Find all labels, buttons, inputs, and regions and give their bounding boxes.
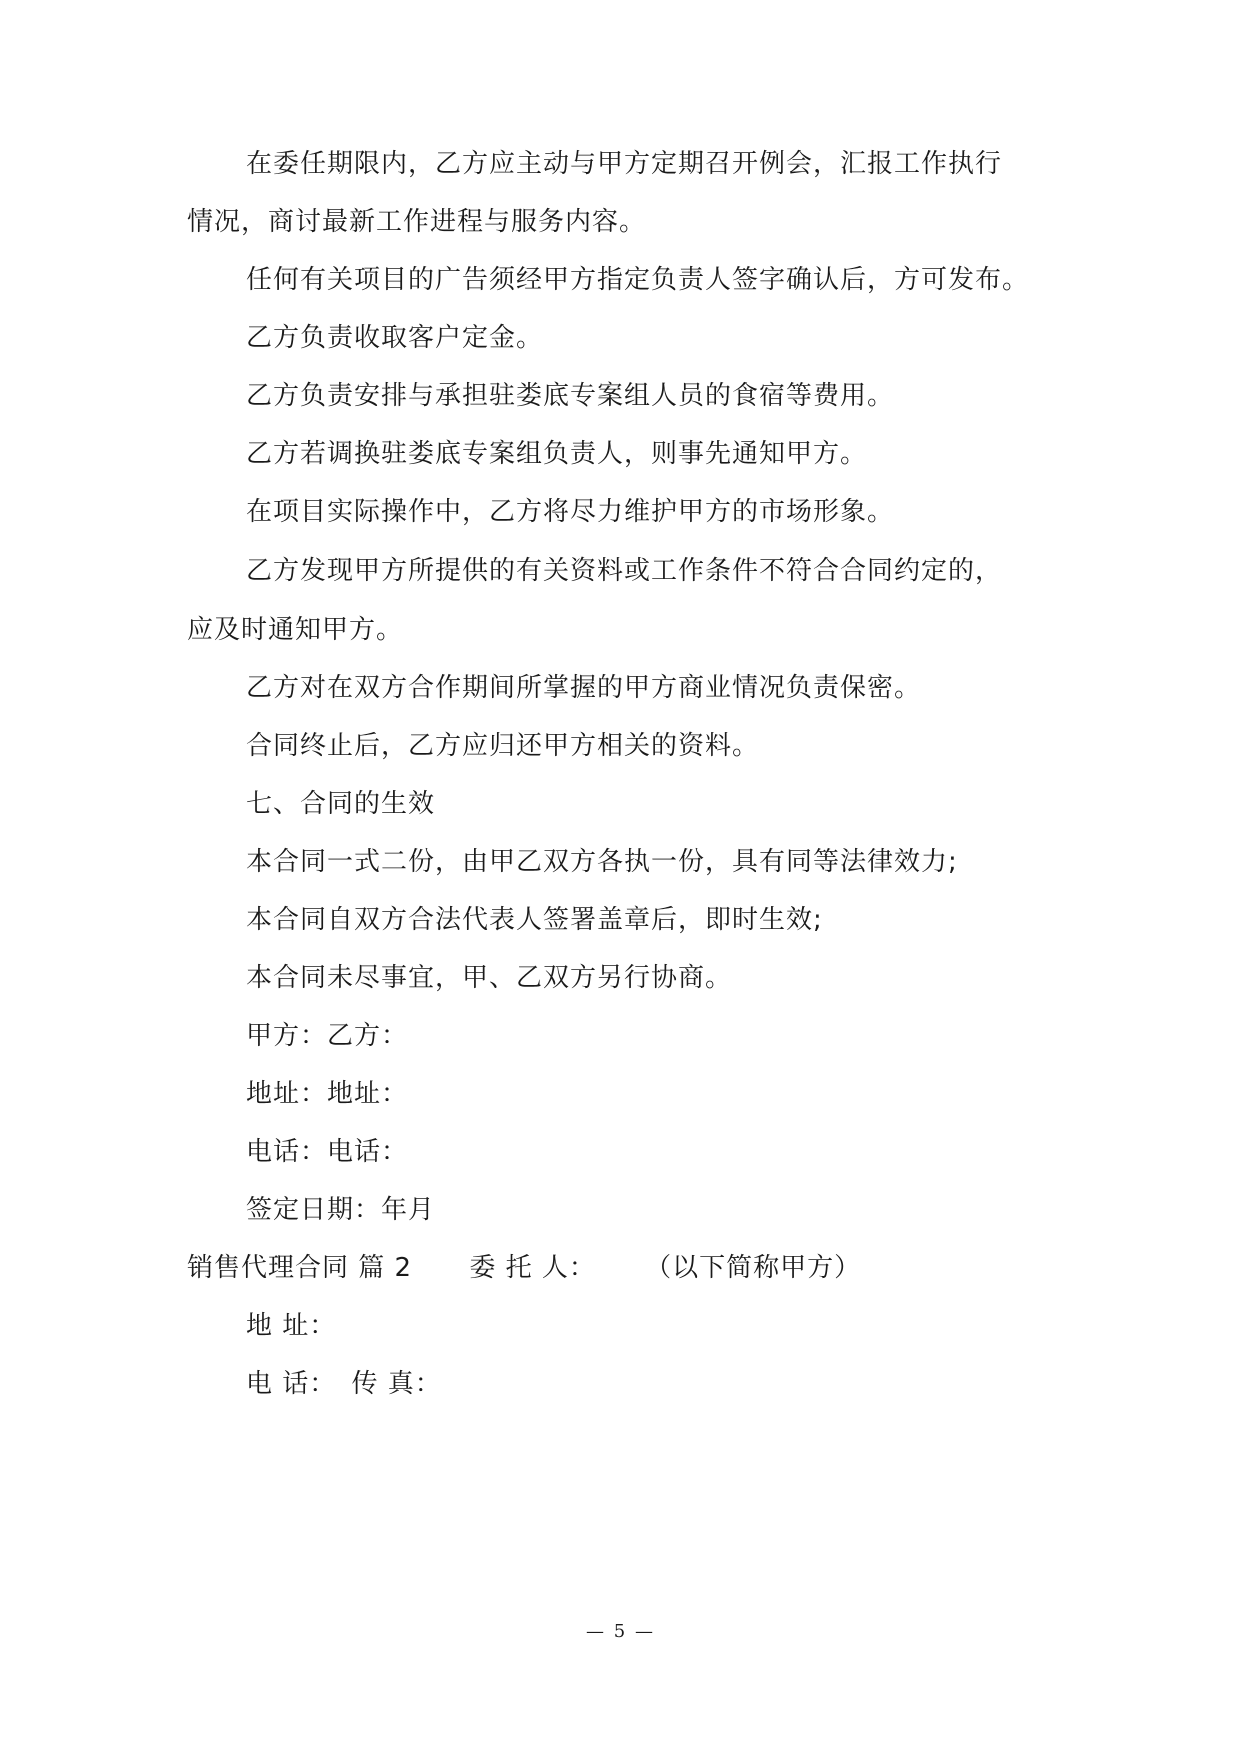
signature-date-line: 签定日期：年月 bbox=[246, 1195, 436, 1225]
paragraph: 乙方对在双方合作期间所掌握的甲方商业情况负责保密。 bbox=[246, 673, 922, 703]
paragraph: 本合同自双方合法代表人签署盖章后，即时生效; bbox=[246, 905, 823, 935]
section2-title: 销售代理合同 篇 2 bbox=[187, 1253, 413, 1283]
paragraph: 乙方若调换驻娄底专案组负责人，则事先通知甲方。 bbox=[246, 439, 868, 469]
signature-phone-line: 电话：电话： bbox=[246, 1137, 409, 1167]
section2-header bbox=[187, 1252, 861, 1284]
phone-label: 电 话： bbox=[246, 1369, 337, 1399]
paragraph: 应及时通知甲方。 bbox=[187, 615, 404, 645]
signature-party-line: 甲方：乙方： bbox=[246, 1021, 409, 1051]
address-line: 地 址： bbox=[246, 1311, 337, 1341]
paragraph: 合同终止后，乙方应归还甲方相关的资料。 bbox=[246, 731, 760, 761]
delegator-note: （以下简称甲方） bbox=[645, 1253, 862, 1283]
fax-label: 传 真： bbox=[351, 1369, 442, 1399]
signature-address-line: 地址：地址： bbox=[246, 1079, 409, 1109]
paragraph: 在项目实际操作中，乙方将尽力维护甲方的市场形象。 bbox=[246, 497, 895, 527]
paragraph: 在委任期限内，乙方应主动与甲方定期召开例会，汇报工作执行 bbox=[246, 149, 1003, 179]
section-heading: 七、合同的生效 bbox=[246, 789, 436, 819]
paragraph: 情况，商讨最新工作进程与服务内容。 bbox=[187, 207, 647, 237]
paragraph: 乙方负责收取客户定金。 bbox=[246, 323, 544, 353]
page-number: — 5 — bbox=[586, 1621, 655, 1642]
paragraph: 本合同未尽事宜，甲、乙双方另行协商。 bbox=[246, 963, 733, 993]
paragraph: 本合同一式二份，由甲乙双方各执一份，具有同等法律效力; bbox=[246, 847, 958, 877]
delegator-label: 委 托 人： bbox=[469, 1253, 596, 1283]
paragraph: 乙方负责安排与承担驻娄底专案组人员的食宿等费用。 bbox=[246, 381, 895, 411]
contact-line bbox=[246, 1368, 442, 1400]
paragraph: 任何有关项目的广告须经甲方指定负责人签字确认后，方可发布。 bbox=[246, 265, 1030, 295]
paragraph: 乙方发现甲方所提供的有关资料或工作条件不符合合同约定的， bbox=[246, 556, 1003, 586]
